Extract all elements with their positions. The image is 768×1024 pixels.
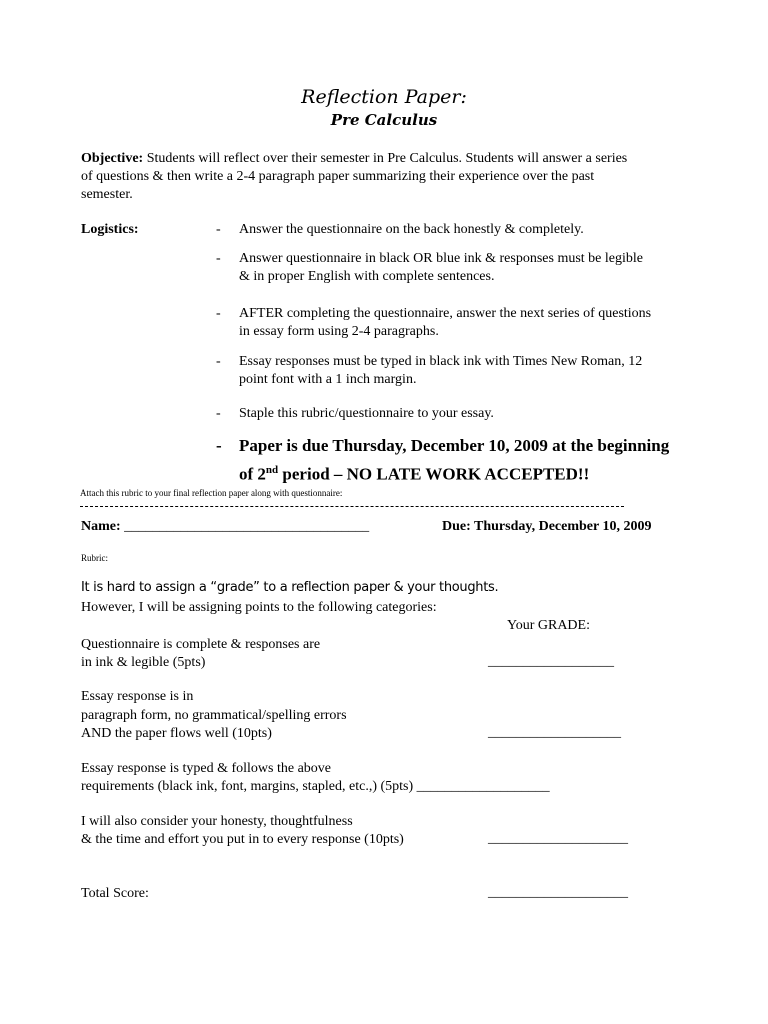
logistics-item-1: Answer the questionnaire on the back honestly & completely. bbox=[239, 222, 584, 237]
name-label: Name: bbox=[81, 519, 125, 534]
criterion-4-line-1: I will also consider your honesty, thoughtfulness bbox=[81, 814, 353, 829]
attach-note: Attach this rubric to your final reflection paper along with questionnaire: bbox=[80, 488, 343, 498]
logistics-item-2-line-1: Answer questionnaire in black OR blue ink & responses must be legible bbox=[239, 251, 643, 266]
document-title: Reflection Paper: bbox=[301, 86, 467, 108]
criterion-1-line-1: Questionnaire is complete & responses are bbox=[81, 637, 321, 652]
objective-label: Objective: bbox=[81, 151, 144, 166]
logistics-label: Logistics: bbox=[81, 222, 139, 237]
criterion-2-line-1: Essay response is in bbox=[81, 689, 194, 704]
due-date: Due: Thursday, December 10, 2009 bbox=[442, 519, 652, 534]
objective-line-1 bbox=[81, 150, 627, 168]
cut-line bbox=[80, 506, 624, 507]
document-subtitle: Pre Calculus bbox=[330, 111, 438, 129]
logistics-item-4-line-2: point font with a 1 inch margin. bbox=[239, 372, 417, 387]
logistics-item-2-line-2: & in proper English with complete sentences. bbox=[239, 269, 495, 284]
total-score-label: Total Score: bbox=[81, 886, 149, 901]
logistics-dash: - bbox=[216, 306, 221, 321]
rubric-intro-1: It is hard to assign a “grade” to a reflection paper & your thoughts. bbox=[81, 580, 499, 595]
rubric-label: Rubric: bbox=[81, 553, 108, 563]
logistics-dash: - bbox=[216, 354, 221, 369]
criterion-1-line-2: in ink & legible (5pts) bbox=[81, 655, 206, 670]
total-score-blank[interactable]: ____________________ bbox=[488, 885, 628, 900]
grade-header: Your GRADE: bbox=[507, 618, 590, 633]
due-notice-pre: of 2 bbox=[239, 464, 266, 484]
logistics-item-3-line-1: AFTER completing the questionnaire, answer the next series of questions bbox=[239, 306, 652, 321]
objective-line-3: semester. bbox=[81, 187, 133, 202]
due-dash: - bbox=[216, 436, 222, 455]
criterion-3-line-2: requirements (black ink, font, margins, stapled, etc.,) (5pts) ___________________ bbox=[81, 779, 550, 794]
logistics-item-4-line-1: Essay responses must be typed in black ink with Times New Roman, 12 bbox=[239, 354, 643, 369]
criterion-4-line-2: & the time and effort you put in to every response (10pts) bbox=[81, 832, 404, 847]
logistics-dash: - bbox=[216, 406, 221, 421]
due-notice-line-1: Paper is due Thursday, December 10, 2009 at the beginning bbox=[239, 436, 670, 455]
criterion-1-grade-blank[interactable]: __________________ bbox=[488, 654, 614, 669]
due-notice-post: period – NO LATE WORK ACCEPTED!! bbox=[278, 464, 590, 484]
due-notice-sup: nd bbox=[265, 464, 279, 476]
due-notice-line-2 bbox=[239, 458, 589, 487]
logistics-item-3-line-2: in essay form using 2-4 paragraphs. bbox=[239, 324, 439, 339]
logistics-dash: - bbox=[216, 251, 221, 266]
criterion-4-grade-blank[interactable]: ____________________ bbox=[488, 831, 628, 846]
objective-line-2: of questions & then write a 2-4 paragraph paper summarizing their experience over the past bbox=[81, 169, 595, 184]
criterion-2-line-3: AND the paper flows well (10pts) bbox=[81, 726, 272, 741]
criterion-2-grade-blank[interactable]: ___________________ bbox=[488, 725, 621, 740]
rubric-intro-2: However, I will be assigning points to the following categories: bbox=[81, 600, 437, 615]
criterion-3-line-1: Essay response is typed & follows the above bbox=[81, 761, 332, 776]
criterion-2-line-2: paragraph form, no grammatical/spelling errors bbox=[81, 708, 347, 723]
name-blank: ___________________________________ bbox=[124, 519, 370, 534]
logistics-item-5: Staple this rubric/questionnaire to your essay. bbox=[239, 406, 494, 421]
name-field[interactable] bbox=[81, 518, 369, 536]
objective-text-1: Students will reflect over their semester in Pre Calculus. Students will answer a series bbox=[146, 151, 628, 166]
logistics-dash: - bbox=[216, 222, 221, 237]
